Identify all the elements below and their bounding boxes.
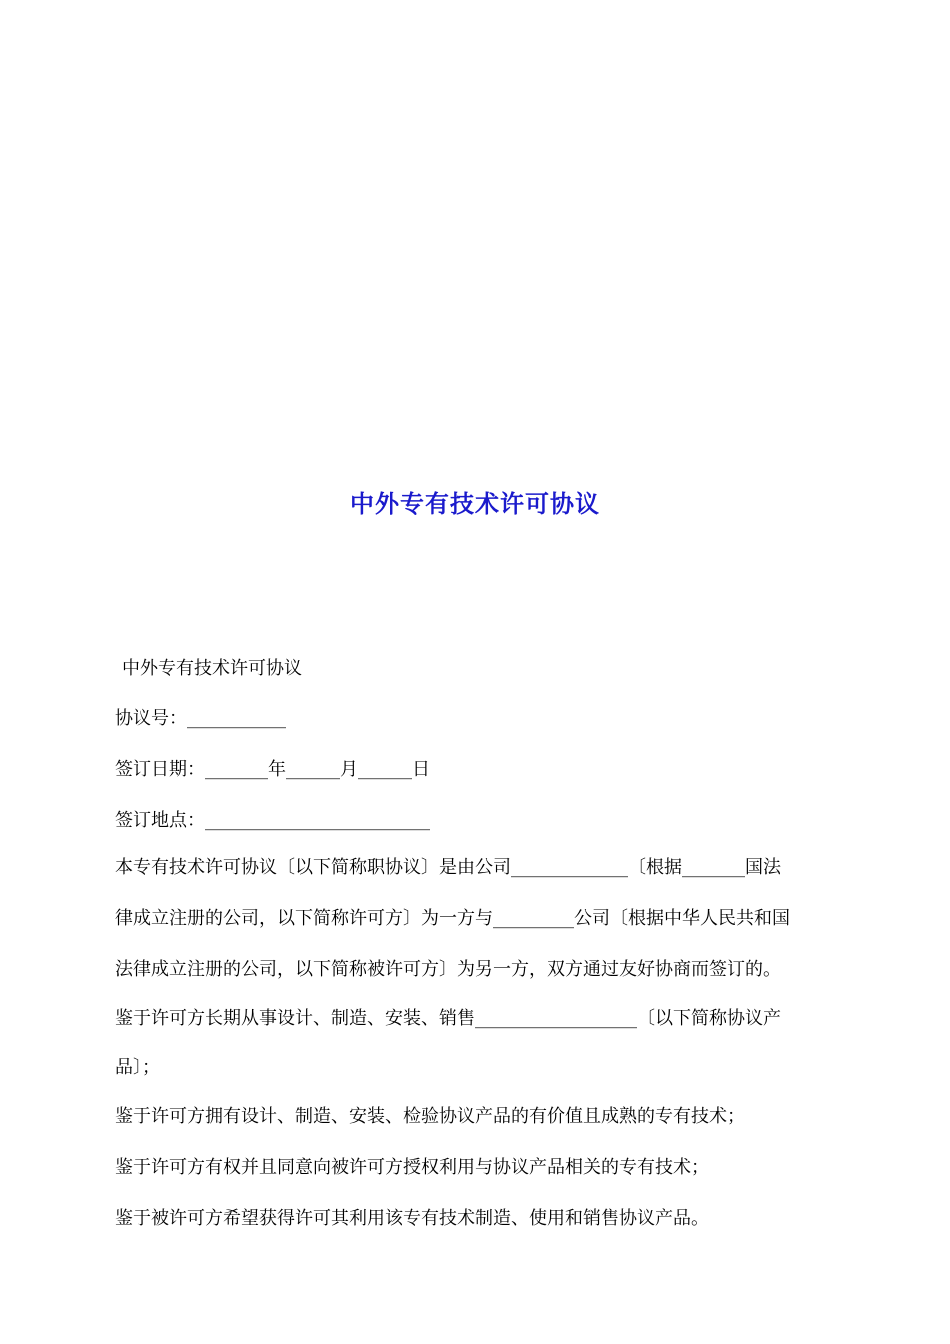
sign-place-line: 签订地点：_________________________ [115, 810, 430, 831]
paragraph-line: 鉴于许可方长期从事设计、制造、安装、销售__________________〔以下简称协议产 [115, 1008, 781, 1029]
paragraph-line: 鉴于许可方拥有设计、制造、安装、检验协议产品的有价值且成熟的专有技术； [115, 1106, 745, 1127]
paragraph-line: 法律成立注册的公司，以下简称被许可方〕为另一方，双方通过友好协商而签订的。 [115, 959, 781, 980]
paragraph-line: 鉴于被许可方希望获得许可其利用该专有技术制造、使用和销售协议产品。 [115, 1208, 709, 1229]
paragraph-line: 本专有技术许可协议〔以下简称职协议〕是由公司_____________〔根据_______国法 [115, 857, 781, 878]
agreement-number-line: 协议号：___________ [115, 708, 286, 729]
document-title: 中外专有技术许可协议 [350, 489, 600, 518]
sign-date-line: 签订日期：_______年______月______日 [115, 759, 430, 780]
document-subtitle: 中外专有技术许可协议 [122, 658, 302, 679]
paragraph-line: 鉴于许可方有权并且同意向被许可方授权利用与协议产品相关的专有技术； [115, 1157, 709, 1178]
paragraph-line: 律成立注册的公司，以下简称许可方〕为一方与_________公司〔根据中华人民共和国 [115, 908, 790, 929]
paragraph-line: 品〕； [115, 1057, 160, 1078]
